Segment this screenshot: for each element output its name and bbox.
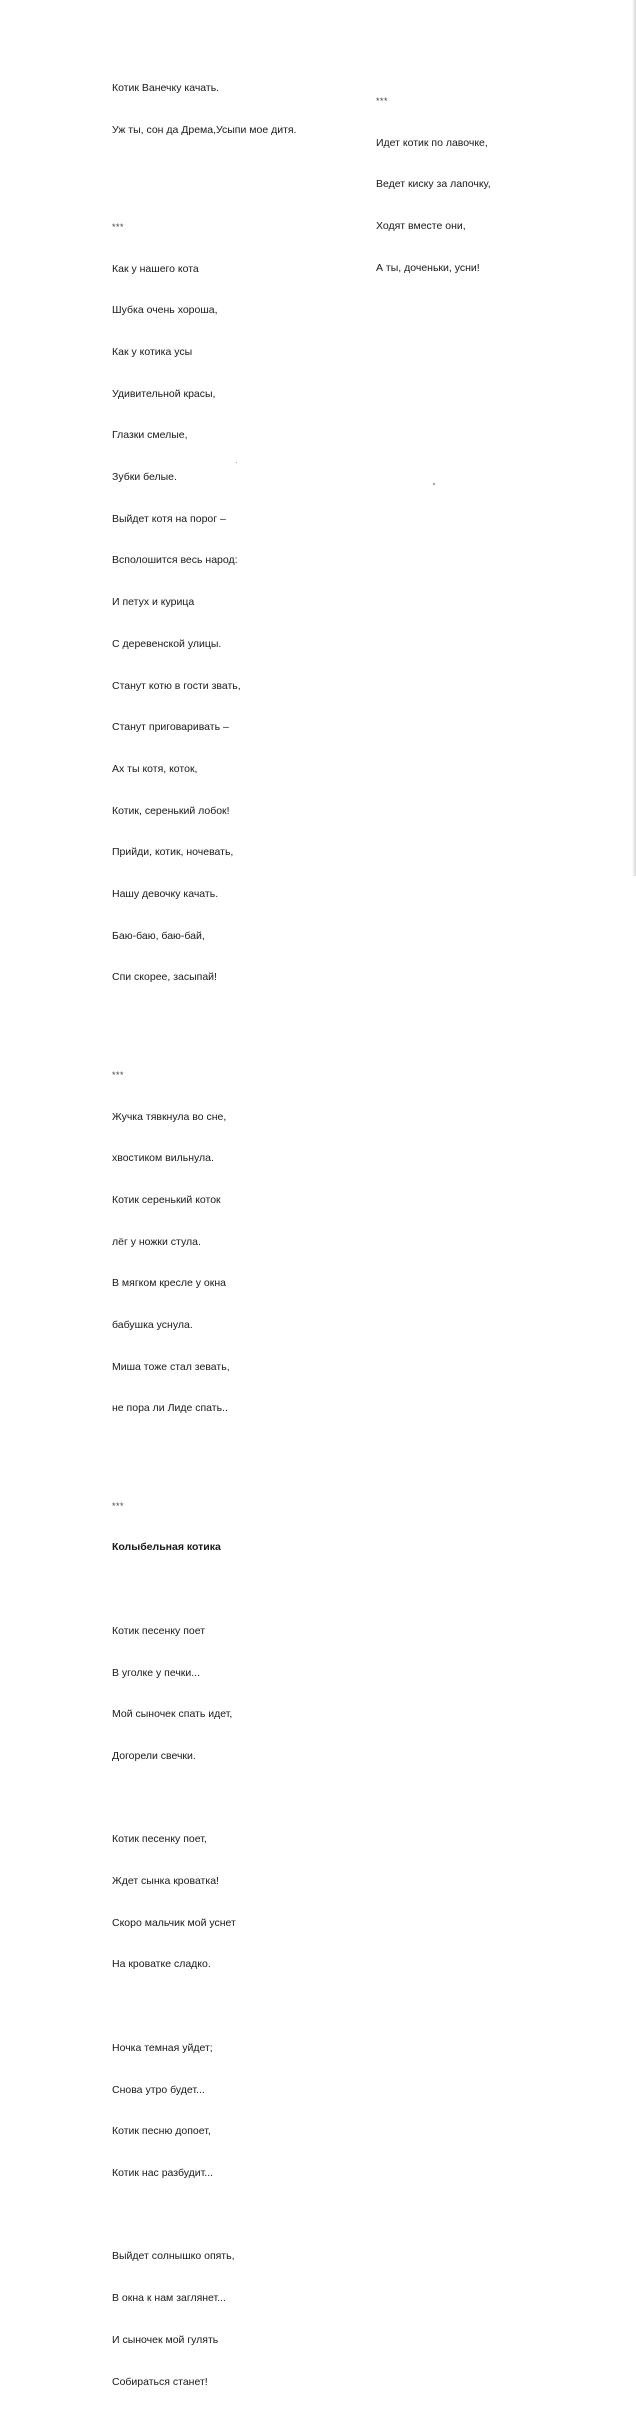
text-line: Глазки смелые, bbox=[112, 429, 188, 442]
text-line: Ночка темная уйдет; bbox=[112, 2041, 213, 2054]
text-line: Всполошится весь народ: bbox=[112, 554, 238, 567]
spacer bbox=[112, 2209, 296, 2223]
text-line: Ах ты котя, коток, bbox=[112, 762, 198, 775]
text-line: В окна к нам заглянет... bbox=[112, 2292, 226, 2305]
text-line: А ты, доченьки, усни! bbox=[376, 261, 480, 274]
spacer bbox=[112, 165, 296, 179]
text-line: Жучка тявкнула во сне, bbox=[112, 1110, 227, 1123]
text-line: Миша тоже стал зевать, bbox=[112, 1360, 230, 1373]
section-separator: *** bbox=[376, 95, 389, 106]
text-line: хвостиком вильнула. bbox=[112, 1152, 214, 1165]
text-line: С деревенской улицы. bbox=[112, 637, 222, 650]
spacer bbox=[112, 1444, 296, 1458]
text-line: В уголке у печки... bbox=[112, 1666, 200, 1679]
text-line: бабушка уснула. bbox=[112, 1319, 193, 1332]
text-line: Котик песенку поет, bbox=[112, 1833, 207, 1846]
text-line: Котик, серенький лобок! bbox=[112, 804, 230, 817]
text-line: Шубка очень хороша, bbox=[112, 304, 218, 317]
text-line: Ждет сынка кроватка! bbox=[112, 1875, 219, 1888]
text-line: Догорели свечки. bbox=[112, 1749, 196, 1762]
text-line: Уж ты, сон да Дрема,Усыпи мое дитя. bbox=[112, 123, 297, 136]
text-line: лёг у ножки стула. bbox=[112, 1235, 201, 1248]
scan-speck bbox=[433, 483, 435, 485]
text-line: Идет котик по лавочке, bbox=[376, 136, 488, 149]
text-line: Как у котика усы bbox=[112, 345, 193, 358]
text-line: На кроватке сладко. bbox=[112, 1958, 211, 1971]
text-line: Нашу девочку качать. bbox=[112, 888, 219, 901]
text-line: Выйдет котя на порог – bbox=[112, 512, 226, 525]
spacer bbox=[112, 1792, 296, 1806]
text-line: Станут котю в гости звать, bbox=[112, 679, 241, 692]
spacer bbox=[112, 1583, 296, 1597]
text-line: Выйдет солнышко опять, bbox=[112, 2250, 235, 2263]
text-line: Ведет киску за лапочку, bbox=[376, 178, 491, 191]
text-line: Баю-баю, баю-бай, bbox=[112, 929, 205, 942]
text-line: Котик нас разбудит... bbox=[112, 2166, 214, 2179]
text-line: И сыночек мой гулять bbox=[112, 2333, 219, 2346]
text-line: Котик песенку поет bbox=[112, 1624, 206, 1637]
section-separator: *** bbox=[112, 1069, 125, 1080]
text-line: Зубки белые. bbox=[112, 471, 177, 484]
text-line: И петух и курица bbox=[112, 596, 195, 609]
text-line: Прийди, котик, ночевать, bbox=[112, 846, 234, 859]
scan-edge-shadow bbox=[632, 0, 636, 876]
text-line: Скоро мальчик мой уснет bbox=[112, 1916, 236, 1929]
section-separator: *** bbox=[112, 1500, 125, 1511]
text-line: Мой сыночек спать идет, bbox=[112, 1708, 233, 1721]
text-line: Удивительной красы, bbox=[112, 387, 216, 400]
poem-title: Колыбельная котика bbox=[112, 1541, 221, 1554]
text-line: Ходят вместе они, bbox=[376, 219, 466, 232]
text-line: Как у нашего кота bbox=[112, 262, 199, 275]
text-line: Станут приговаривать – bbox=[112, 721, 229, 734]
spacer bbox=[112, 1013, 296, 1027]
text-line: не пора ли Лиде спать.. bbox=[112, 1402, 228, 1415]
text-line: Котик серенький коток bbox=[112, 1193, 221, 1206]
text-line: В мягком кресле у окна bbox=[112, 1277, 226, 1290]
text-line: Снова утро будет... bbox=[112, 2083, 205, 2096]
left-column bbox=[112, 54, 296, 2417]
text-line: Котик Ванечку качать. bbox=[112, 81, 220, 94]
scan-speck bbox=[236, 462, 237, 463]
spacer bbox=[112, 2000, 296, 2014]
text-line: Собираться станет! bbox=[112, 2375, 208, 2388]
right-column bbox=[376, 67, 491, 303]
text-line: Спи скорее, засыпай! bbox=[112, 971, 217, 984]
section-separator: *** bbox=[112, 221, 125, 232]
text-line: Котик песню допоет, bbox=[112, 2125, 211, 2138]
